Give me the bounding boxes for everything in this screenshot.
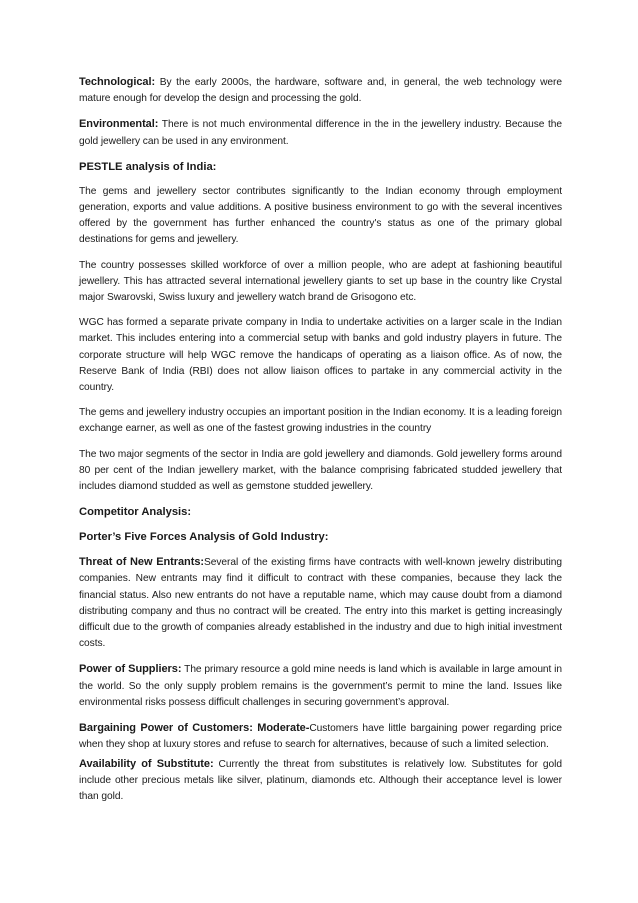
- paragraph-text: Several of the existing firms have contracts with well-known jewelry distributing companies. New entrants may find it difficult to contract with these companies, because they lack the financial status. Also new entrants do not have a reputable name, which may cause doubt from a diamond distributing company and thus no contract will be created. The entry into this market is getting increasingly difficult due to the growth of companies already established in the industry and due to high initial investment costs.: [79, 557, 562, 650]
- paragraph-text: The primary resource a gold mine needs is land which is available in large amount in the world. So the only supply problem remains is the government’s permit to mine the land. Issues like environmental risks possess difficult challenges in securing government’s approval.: [79, 664, 563, 708]
- paragraph-text: Customers have little bargaining power regarding price when they shop at luxury stores and refuse to search for alternatives, because of such a limited selection.: [79, 723, 562, 751]
- heading-competitor-analysis: Competitor Analysis:: [79, 506, 192, 519]
- paragraph-lead: Power of Suppliers:: [79, 663, 182, 676]
- paragraph-skilled-workforce: The country possesses skilled workforce of over a million people, who are adept at fashioning beautiful jewellery. This has attracted several international jewellery giants to set up base in the country like Crystal major Swarovski, Swiss luxury and jewellery watch brand de Grisogono etc.: [79, 259, 562, 304]
- heading-porters-five-forces: Porter’s Five Forces Analysis of Gold Industry:: [79, 531, 329, 544]
- paragraph-lead: Threat of New Entrants:: [79, 556, 205, 569]
- paragraph-text: Currently the threat from substitutes is relatively low. Substitutes for gold include other precious metals like silver, platinum, diamonds etc. Although their acceptance level is lower than gold.: [79, 758, 562, 802]
- paragraph-wgc: WGC has formed a separate private company in India to undertake activities on a larger scale in the Indian market. This includes entering into a commercial setup with banks and gold industry players in future. The corporate structure will help WGC remove the handicaps of operating as a liaison office. As of now, the Reserve Bank of India (RBI) does not allow liaison offices to partake in any commercial activity in the country.: [79, 317, 562, 394]
- paragraph-text: There is not much environmental difference in the in the jewellery industry. Because the gold jewellery can be used in any environment.: [79, 119, 562, 147]
- paragraph-bargaining-power-customers: [79, 720, 562, 753]
- paragraph-environmental: [79, 116, 562, 149]
- paragraph-power-suppliers: [79, 661, 562, 711]
- paragraph-lead: Availability of Substitute:: [79, 757, 214, 770]
- paragraph-industry-position: The gems and jewellery industry occupies an important position in the Indian economy. It is a leading foreign exchange earner, as well as one of the fastest growing industries in the country: [79, 407, 562, 435]
- paragraph-lead: Environmental:: [79, 118, 159, 131]
- paragraph-text: By the early 2000s, the hardware, software and, in general, the web technology were mature enough for develop the design and processing the gold.: [79, 77, 562, 105]
- heading-pestle-india: PESTLE analysis of India:: [79, 160, 217, 173]
- paragraph-availability-substitute: [79, 756, 562, 806]
- paragraph-threat-new-entrants: [79, 554, 562, 652]
- paragraph-gems-sector: The gems and jewellery sector contributes significantly to the Indian economy through employment generation, exports and value additions. A positive business environment to go with the several incentives offered by the government has further enhanced the country's status as one of the primary global destinations for gems and jewellery.: [79, 185, 562, 246]
- paragraph-technological: [79, 74, 562, 107]
- paragraph-major-segments: The two major segments of the sector in India are gold jewellery and diamonds. Gold jewellery forms around 80 per cent of the Indian jewellery market, with the balance comprising fabricated studded jewellery that includes diamond studded as well as gemstone studded jewellery.: [79, 448, 562, 493]
- document-page: [79, 74, 562, 814]
- paragraph-lead: Technological:: [79, 76, 156, 88]
- paragraph-lead: Bargaining Power of Customers: Moderate-: [79, 722, 310, 735]
